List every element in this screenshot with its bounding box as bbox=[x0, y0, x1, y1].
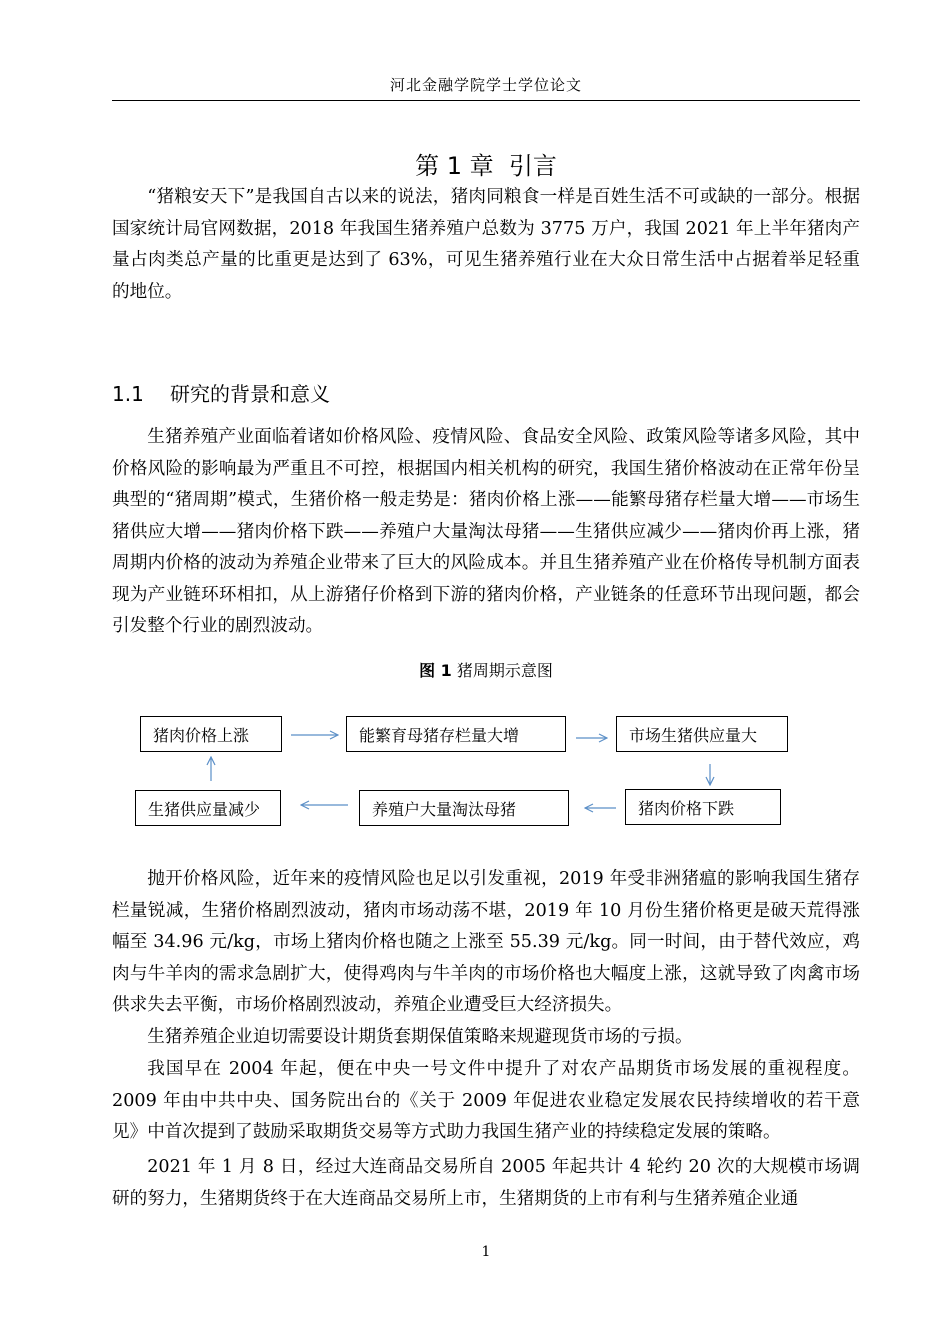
body-paragraph-3: 生猪养殖企业迫切需要设计期货套期保值策略来规避现货市场的亏损。 bbox=[147, 1027, 693, 1047]
diagram-box-market-supply-large: 市场生猪供应量大 bbox=[616, 716, 788, 752]
diagram-box-farmers-cull-sows: 养殖户大量淘汰母猪 bbox=[359, 790, 569, 826]
diagram-box-sow-inventory-increase: 能繁育母猪存栏量大增 bbox=[346, 716, 566, 752]
diagram-box-price-rise: 猪肉价格上涨 bbox=[140, 716, 282, 752]
section-title: 研究的背景和意义 bbox=[170, 382, 330, 406]
body-paragraph-2: 抛开价格风险，近年来的疫情风险也足以引发重视，2019 年受非洲猪瘟的影响我国生猪存栏量锐减，生猪价格剧烈波动，猪肉市场动荡不堪，2019 年 10 月份生猪价格更是破天荒得涨幅至 34.96 元/kg，市场上猪肉价格也随之上涨至 55.39 元/kg。同一时间，由于替代效应，鸡肉与牛羊肉的需求急剧扩大，使得鸡肉与牛羊肉的市场价格也大幅度上涨，这就导致了肉禽市场供求失去平衡，市场价格剧烈波动，养殖企业遭受巨大经济损失。 bbox=[112, 869, 860, 1015]
intro-paragraph: “猪粮安天下”是我国自古以来的说法，猪肉同粮食一样是百姓生活不可或缺的一部分。根据国家统计局官网数据，2018 年我国生猪养殖户总数为 3775 万户，我国 2021 年上半年猪肉产量占肉类总产量的比重更是达到了 63%，可见生猪养殖行业在大众日常生活中占据着举足轻重的地位。 bbox=[112, 187, 860, 302]
page-number: 1 bbox=[481, 1244, 491, 1260]
page-header-title: 河北金融学院学士学位论文 bbox=[389, 76, 582, 94]
figure-caption-text: 猪周期示意图 bbox=[456, 661, 553, 680]
chapter-title: 第 1 章 引言 bbox=[415, 152, 557, 180]
diagram-box-supply-decrease: 生猪供应量减少 bbox=[135, 790, 281, 826]
diagram-box-price-fall: 猪肉价格下跌 bbox=[625, 789, 781, 825]
figure-label: 图 1 bbox=[419, 661, 452, 680]
section-number: 1.1 bbox=[112, 382, 144, 406]
body-paragraph-1: 生猪养殖产业面临着诸如价格风险、疫情风险、食品安全风险、政策风险等诸多风险，其中价格风险的影响最为严重且不可控，根据国内相关机构的研究，我国生猪价格波动在正常年份呈典型的“猪周期”模式，生猪价格一般走势是：猪肉价格上涨——能繁母猪存栏量大增——市场生猪供应大增——猪肉价格下跌——养殖户大量淘汰母猪——生猪供应减少——猪肉价再上涨，猪周期内价格的波动为养殖企业带来了巨大的风险成本。并且生猪养殖产业在价格传导机制方面表现为产业链环环相扣，从上游猪仔价格到下游的猪肉价格，产业链条的任意环节出现问题，都会引发整个行业的剧烈波动。 bbox=[112, 427, 860, 636]
body-paragraph-4: 我国早在 2004 年起，便在中央一号文件中提升了对农产品期货市场发展的重视程度。2009 年由中共中央、国务院出台的《关于 2009 年促进农业稳定发展农民持续增收的若干意见》中首次提到了鼓励采取期货交易等方式助力我国生猪产业的持续稳定发展的策略。 bbox=[112, 1059, 860, 1142]
body-paragraph-5: 2021 年 1 月 8 日，经过大连商品交易所自 2005 年起共计 4 轮约 20 次的大规模市场调研的努力，生猪期货终于在大连商品交易所上市，生猪期货的上市有利与生猪养殖企业通 bbox=[112, 1157, 860, 1209]
